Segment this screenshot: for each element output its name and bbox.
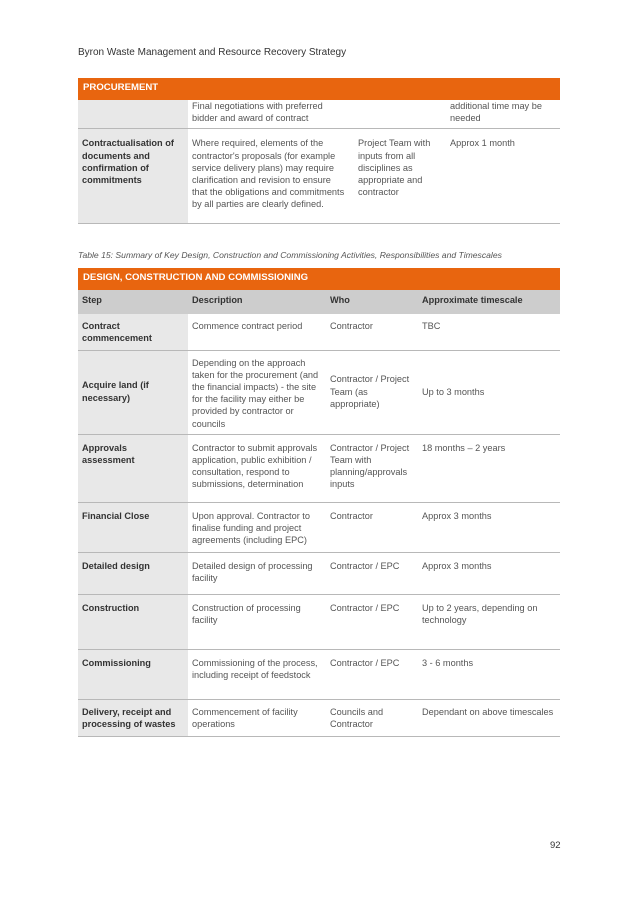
- timescale-cell: 18 months – 2 years: [418, 434, 560, 502]
- description-cell: Commence contract period: [188, 314, 326, 350]
- timescale-cell: additional time may be needed: [446, 100, 560, 129]
- step-cell: Construction: [78, 594, 188, 649]
- table-row: [78, 350, 560, 434]
- procurement-table: [78, 78, 560, 224]
- description-cell: Construction of processing facility: [188, 594, 326, 649]
- description-cell: Commencement of facility operations: [188, 699, 326, 736]
- who-cell: Councils and Contractor: [326, 699, 418, 736]
- description-cell: Where required, elements of the contractor's proposals (for example service delivery plans) may require clarification and revision to ensure that the obligations and commitments by all parties are clearly defined.: [188, 129, 354, 224]
- who-cell: Contractor / Project Team (as appropriate): [326, 350, 418, 434]
- table-row: [78, 552, 560, 594]
- step-cell: Approvals assessment: [78, 434, 188, 502]
- timescale-cell: Dependant on above timescales: [418, 699, 560, 736]
- step-cell: Contractualisation of documents and confirmation of commitments: [78, 129, 188, 224]
- step-cell: Commissioning: [78, 649, 188, 699]
- timescale-cell: Up to 3 months: [418, 350, 560, 434]
- column-header-who: Who: [326, 290, 418, 314]
- description-cell: Commissioning of the process, including receipt of feedstock: [188, 649, 326, 699]
- step-cell: [78, 100, 188, 129]
- running-header: Byron Waste Management and Resource Recovery Strategy: [78, 47, 347, 58]
- step-cell: Contract commencement: [78, 314, 188, 350]
- step-cell: Financial Close: [78, 502, 188, 552]
- procurement-heading-row: [78, 78, 560, 100]
- who-cell: [354, 100, 446, 129]
- who-cell: Contractor / EPC: [326, 649, 418, 699]
- column-header-description: Description: [188, 290, 326, 314]
- design-construction-table: [78, 268, 560, 737]
- description-cell: Final negotiations with preferred bidder and award of contract: [188, 100, 354, 129]
- design-heading-row: [78, 268, 560, 290]
- description-cell: Depending on the approach taken for the procurement (and the financial impacts) - the site for the facility may either be provided by contractor or councils: [188, 350, 326, 434]
- description-cell: Upon approval. Contractor to finalise funding and project agreements (including EPC): [188, 502, 326, 552]
- design-heading: DESIGN, CONSTRUCTION AND COMMISSIONING: [78, 268, 560, 290]
- step-cell: Acquire land (if necessary): [78, 350, 188, 434]
- who-cell: Project Team with inputs from all disciplines as appropriate and contractor: [354, 129, 446, 224]
- description-cell: Detailed design of processing facility: [188, 552, 326, 594]
- timescale-cell: Approx 3 months: [418, 502, 560, 552]
- step-cell: Detailed design: [78, 552, 188, 594]
- table-row: [78, 434, 560, 502]
- who-cell: Contractor: [326, 502, 418, 552]
- table-caption: Table 15: Summary of Key Design, Construction and Commissioning Activities, Responsibilities and Timescales: [78, 250, 502, 260]
- table-row: [78, 649, 560, 699]
- timescale-cell: TBC: [418, 314, 560, 350]
- table-row: [78, 699, 560, 736]
- timescale-cell: Approx 3 months: [418, 552, 560, 594]
- who-cell: Contractor: [326, 314, 418, 350]
- timescale-cell: Approx 1 month: [446, 129, 560, 224]
- step-cell: Delivery, receipt and processing of wastes: [78, 699, 188, 736]
- table-row: [78, 100, 560, 129]
- procurement-heading: PROCUREMENT: [78, 78, 560, 100]
- column-header-row: [78, 290, 560, 314]
- table-row: [78, 129, 560, 224]
- who-cell: Contractor / EPC: [326, 594, 418, 649]
- who-cell: Contractor / EPC: [326, 552, 418, 594]
- table-row: [78, 502, 560, 552]
- timescale-cell: Up to 2 years, depending on technology: [418, 594, 560, 649]
- table-row: [78, 594, 560, 649]
- column-header-timescale: Approximate timescale: [418, 290, 560, 314]
- timescale-cell: 3 - 6 months: [418, 649, 560, 699]
- who-cell: Contractor / Project Team with planning/approvals inputs: [326, 434, 418, 502]
- description-cell: Contractor to submit approvals application, public exhibition / consultation, respond to submissions, determination: [188, 434, 326, 502]
- page-number: 92: [550, 840, 561, 851]
- column-header-step: Step: [78, 290, 188, 314]
- table-row: [78, 314, 560, 350]
